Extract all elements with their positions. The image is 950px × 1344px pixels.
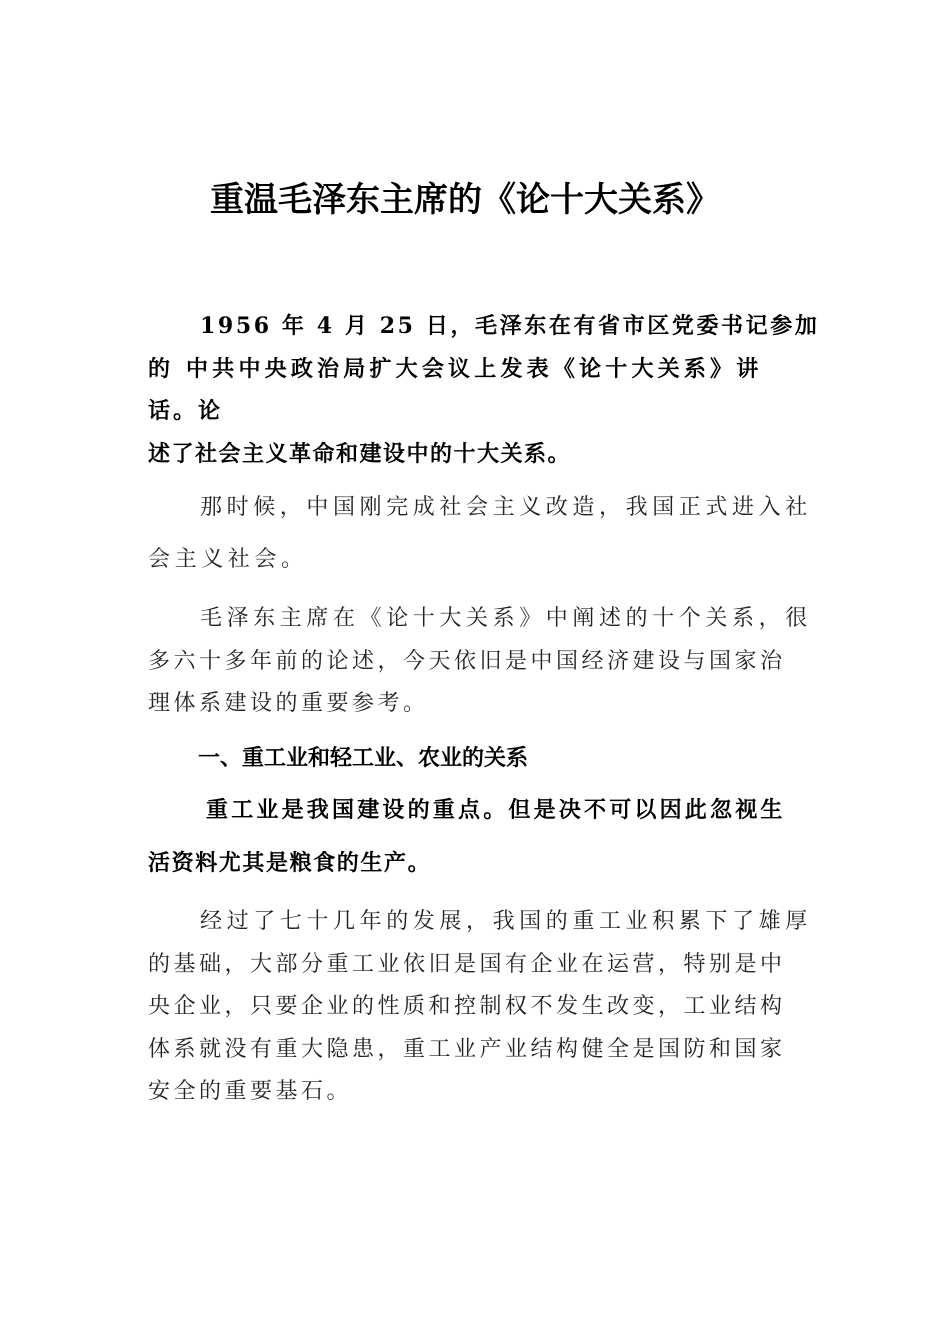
paragraph-4-line-4: 体系就没有重大隐患，重工业产业结构健全是国防和国家 [148,1037,786,1062]
paragraph-1-line-3: 话。论 [148,398,224,424]
paragraph-4-line-1: 经过了七十几年的发展，我国的重工业积累下了雄厚 [200,909,812,934]
paragraph-4-line-2: 的基础，大部分重工业依旧是国有企业在运营，特别是中 [148,952,786,977]
paragraph-4-line-3: 央企业，只要企业的性质和控制权不发生改变，工业结构 [148,994,786,1019]
paragraph-3-line-2: 多六十多年前的论述，今天依旧是中国经济建设与国家治 [148,649,786,674]
section-heading: 一、重工业和轻工业、农业的关系 [198,746,529,771]
paragraph-2-line-1: 那时候，中国刚完成社会主义改造，我国正式进入社 [200,495,812,520]
paragraph-4-line-5: 安全的重要基石。 [148,1079,353,1104]
paragraph-1-line-2: 的 中共中央政治局扩大会议上发表《论十大关系》讲 [148,356,763,382]
paragraph-1-line-1: 1956 年 4 月 25 日，毛泽东在有省市区党委书记参加 [200,313,820,339]
paragraph-1-line-4: 述了社会主义革命和建设中的十大关系。 [148,441,572,467]
document-title: 重温毛泽东主席的《论十大关系》 [210,180,720,220]
paragraph-3-line-1: 毛泽东主席在《论十大关系》中阐述的十个关系，很 [200,606,812,631]
section-lead-line-2: 活资料尤其是粮食的生产。 [148,850,432,876]
paragraph-2-line-2: 会主义社会。 [148,547,308,572]
paragraph-3-line-3: 理体系建设的重要参考。 [148,691,429,716]
section-lead-line-1: 重工业是我国建设的重点。但是决不可以因此忽视生 [206,797,786,823]
